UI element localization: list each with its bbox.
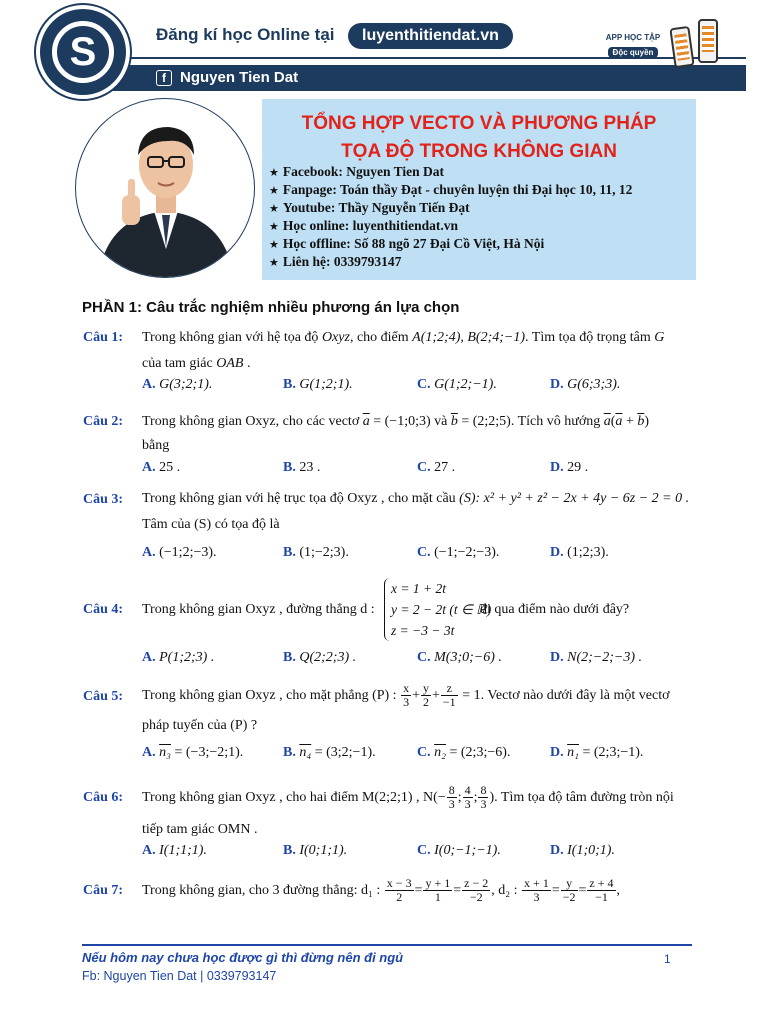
header-bar (58, 13, 746, 91)
option-a-text: G(3;2;1). (159, 377, 213, 392)
option-b[interactable]: B. I(0;1;1). (283, 843, 348, 858)
option-d-text: (1;2;3). (567, 545, 609, 560)
q5-text-a: Trong không gian Oxyz , cho mặt phẳng (P) : (142, 688, 397, 703)
fraction-numerator: 8 (448, 783, 455, 798)
option-a[interactable]: A. P(1;2;3) . (142, 650, 215, 665)
contact-text: Học online: luyenthitiendat.vn (282, 218, 459, 233)
fraction-denominator: 3 (464, 797, 471, 812)
option-a[interactable]: A. G(3;2;1). (142, 377, 213, 392)
q5-fraction-x (401, 682, 411, 709)
option-a[interactable]: A. 25 . (142, 460, 181, 475)
q2-vector-a: $\overline{a}$ (362, 414, 370, 429)
option-d-text: I(1;0;1). (567, 843, 615, 858)
fraction-denominator: 3 (480, 797, 487, 812)
option-c[interactable]: C. (−1;−2;−3). (417, 545, 500, 560)
contact-item (269, 253, 632, 271)
q1-text-d: của tam giác (142, 356, 213, 371)
q1-point-g: G (654, 330, 665, 345)
q7-text-a: Trong không gian, cho 3 đường thẳng: d₁ : (142, 883, 381, 898)
contact-text: Facebook: Nguyen Tien Dat (282, 164, 445, 179)
contact-text: Youtube: Thầy Nguyễn Tiến Đạt (282, 200, 470, 215)
q4-text-b: đi qua điểm nào dưới đây? (480, 602, 630, 617)
star-icon: ★ (269, 166, 279, 179)
q1-points: A(1;2;4), B(2;4;−1) (412, 330, 526, 345)
app-badge[interactable] (598, 33, 668, 60)
question-6-text: Trong không gian Oxyz , cho hai điểm M(2;2;1) , N(− $\frac{8}{3}$ ; $\frac{4}{3}$ ; $\frac{8}{3}$ ). Tìm tọa độ tâm đường tròn nội tiếp tam giác OMN . (142, 783, 674, 837)
facebook-name[interactable]: Nguyen Tien Dat (180, 69, 299, 86)
question-6-label: Câu 6: (83, 790, 124, 805)
q6-fraction-1 (447, 784, 457, 811)
fraction-numerator: x (403, 681, 410, 696)
question-5-label: Câu 5: (83, 689, 124, 704)
star-icon: ★ (269, 220, 279, 233)
q4-text-a: Trong không gian Oxyz , đường thẳng d : (142, 602, 375, 617)
question-4-options (142, 650, 702, 670)
fraction-denominator: −2 (562, 890, 576, 905)
phone-icon (698, 19, 718, 63)
fraction-numerator: z − 2 (464, 876, 489, 891)
contact-text: Fanpage: Toán thầy Đạt - chuyên luyện thi Đại học 10, 11, 12 (282, 182, 633, 197)
fraction-numerator: y (561, 877, 578, 891)
q2-vector-b: $\overline{b}$ (450, 414, 458, 429)
option-b-text: 23 . (299, 460, 321, 475)
option-d[interactable]: D. I(1;0;1). (550, 843, 615, 858)
fraction-numerator: x − 3 (386, 876, 412, 891)
brand-logo[interactable] (36, 5, 130, 99)
fraction-denominator: 3 (403, 695, 410, 710)
q1-text-a: Trong không gian với hệ tọa độ (142, 330, 319, 345)
option-c-text: 27 . (434, 460, 456, 475)
q2-text-a: Trong không gian Oxyz, cho các vectơ (142, 414, 360, 429)
option-a-vector: n₃ (159, 745, 171, 760)
q2-value-b: = (2;2;5). Tích vô hướng (457, 414, 604, 429)
question-6-options (142, 843, 702, 863)
contact-item (269, 163, 632, 181)
q2-vector-a3: $\overline{a}$ (615, 414, 623, 429)
option-c[interactable]: C. M(3;0;−6) . (417, 650, 502, 665)
q6-fraction-3 (478, 784, 488, 811)
register-text: Đăng kí học Online tại (156, 25, 335, 44)
q1-system: Oxyz (321, 330, 350, 345)
q1-text-c: . Tìm tọa độ trọng tâm (525, 330, 651, 345)
question-7-label: Câu 7: (83, 883, 124, 898)
fraction-numerator: 4 (464, 783, 471, 798)
option-c-text: (−1;−2;−3). (434, 545, 500, 560)
option-a[interactable]: A. I(1;1;1). (142, 843, 207, 858)
fraction-denominator: −1 (442, 695, 456, 710)
question-2-label: Câu 2: (83, 414, 124, 429)
q4-eq-x: x = 1 + 2t (391, 581, 446, 596)
question-3-options (142, 545, 702, 565)
question-1-label: Câu 1: (83, 330, 124, 345)
option-c-vector: n₂ (434, 745, 446, 760)
question-1-text: Trong không gian với hệ tọa độ Oxyz, cho điểm A(1;2;4), B(2;4;−1). Tìm tọa độ trọng tâm G của tam giác OAB . (142, 330, 665, 371)
q2-value-a: = (−1;0;3) và (369, 414, 451, 429)
option-d-text: N(2;−2;−3) . (567, 650, 643, 665)
q1-triangle: OAB (216, 356, 244, 371)
q7-mid: , d₂ : (491, 883, 518, 898)
page-number: 1 (664, 952, 671, 966)
option-b-text: (1;−2;3). (299, 545, 349, 560)
question-5-text: Trong không gian Oxyz , cho mặt phẳng (P) : $\frac{x}{3}$ + $\frac{y}{2}$ + $\frac{z}{-1}$ = 1. Vectơ nào dưới đây là một vectơ pháp tuyến của (P) ? (142, 681, 670, 733)
q3-text-a: Trong không gian với hệ trục tọa độ Oxyz , cho mặt cầu (142, 491, 456, 506)
fraction-numerator: z (441, 682, 458, 696)
option-d-text: 29 . (567, 460, 589, 475)
q1-text-b: , cho điểm (349, 330, 409, 345)
option-b[interactable]: B. G(1;2;1). (283, 377, 353, 392)
q2-paren-open: ( (610, 414, 616, 429)
q7-d1-fraction-3 (462, 877, 490, 904)
contact-text: Liên hệ: 0339793147 (282, 254, 402, 269)
option-d[interactable]: D. (1;2;3). (550, 545, 609, 560)
q6-text-a: Trong không gian Oxyz , cho hai điểm M(2;2;1) , N (142, 790, 434, 805)
q6-fraction-2 (463, 784, 473, 811)
fraction-denominator: 2 (396, 890, 403, 905)
question-2-text (142, 410, 702, 458)
q4-eq-z: z = −3 − 3t (391, 623, 455, 638)
q5-fraction-z (441, 682, 458, 709)
option-c-text: I(0;−1;−1). (434, 843, 501, 858)
doc-title-line1: TỔNG HỢP VECTO VÀ PHƯƠNG PHÁP (301, 113, 657, 134)
q6-text-c: tiếp tam giác OMN . (142, 822, 258, 837)
option-b-text: I(0;1;1). (299, 843, 348, 858)
contact-item (269, 199, 632, 217)
option-c[interactable]: C. 27 . (417, 460, 456, 475)
q5-text-b: = 1. Vectơ nào dưới đây là một vectơ (462, 688, 670, 703)
fraction-denominator: 3 (533, 890, 540, 905)
option-c[interactable]: C. n₂ = (2;3;−6). (417, 745, 511, 760)
star-icon: ★ (269, 256, 279, 269)
option-d[interactable]: D. 29 . (550, 460, 589, 475)
option-b[interactable]: B. 23 . (283, 460, 321, 475)
q2-text-end: bằng (142, 438, 170, 453)
star-icon: ★ (269, 202, 279, 215)
contact-item (269, 235, 632, 253)
option-b-text: Q(2;2;3) . (299, 650, 357, 665)
option-c-text: G(1;2;−1). (434, 377, 497, 392)
option-d-text: G(6;3;3). (567, 377, 621, 392)
star-icon: ★ (269, 184, 279, 197)
option-b[interactable]: B. (1;−2;3). (283, 545, 349, 560)
option-d-text: = (2;3;−1). (579, 745, 644, 760)
question-2-options (142, 460, 702, 480)
fraction-denominator: 3 (448, 797, 455, 812)
contact-item (269, 217, 632, 235)
website-link[interactable]: luyenthitiendat.vn (348, 23, 513, 49)
option-a-text: I(1;1;1). (159, 843, 207, 858)
option-b-vector: n₄ (299, 745, 312, 760)
q2-paren-close: ) (644, 414, 649, 429)
q6-text-b: . Tìm tọa độ tâm đường tròn nội (494, 790, 674, 805)
option-d-vector: n₁ (567, 745, 579, 760)
option-b[interactable]: B. Q(2;2;3) . (283, 650, 357, 665)
question-3-label: Câu 3: (83, 492, 124, 507)
fraction-numerator: x + 1 (524, 876, 549, 891)
footer-slogan: Nếu hôm nay chưa học được gì thì đừng nên đi ngủ (82, 950, 404, 965)
section-title: PHẦN 1: Câu trắc nghiệm nhiều phương án lựa chọn (82, 299, 460, 316)
q2-plus: + (622, 414, 638, 429)
q5-text-c: pháp tuyến của (P) ? (142, 718, 258, 733)
option-c[interactable]: C. G(1;2;−1). (417, 377, 497, 392)
option-a-text: 25 . (159, 460, 181, 475)
logo-letter: S (52, 21, 114, 83)
option-a-text: P(1;2;3) . (159, 650, 215, 665)
q7-d1-fraction-1 (385, 877, 414, 904)
fraction-denominator: 2 (422, 695, 429, 710)
option-d[interactable]: D. N(2;−2;−3) . (550, 650, 643, 665)
question-5-options (142, 745, 702, 765)
star-icon: ★ (269, 238, 279, 251)
doc-title-line2: TỌA ĐỘ TRONG KHÔNG GIAN (341, 141, 617, 162)
q4-eq-y: y = 2 − 2t (t ∈ ℝ) (391, 602, 492, 617)
q2-vector-b2: $\overline{b}$ (637, 414, 645, 429)
question-3-text (142, 486, 702, 538)
q5-fraction-y (421, 682, 431, 709)
option-a[interactable]: A. n₃ = (−3;−2;1). (142, 745, 244, 760)
app-badge-title: APP HỌC TẬP (605, 33, 661, 42)
option-a-text: (−1;2;−3). (159, 545, 217, 560)
contact-item (269, 181, 632, 199)
fraction-numerator: y + 1 (425, 876, 451, 891)
option-d[interactable]: D. n₁ = (2;3;−1). (550, 745, 644, 760)
contact-text: Học offline: Số 88 ngõ 27 Đại Cồ Việt, Hà Nội (282, 236, 545, 251)
fraction-denominator: −1 (595, 890, 608, 905)
fraction-numerator: z + 4 (589, 876, 614, 891)
teacher-portrait (75, 98, 255, 278)
q7-d2-fraction-1 (522, 877, 551, 904)
option-c-text: = (2;3;−6). (446, 745, 511, 760)
option-b-text: = (3;2;−1). (311, 745, 376, 760)
contact-list (269, 163, 632, 271)
fraction-numerator: 8 (480, 783, 487, 798)
footer-contact: Fb: Nguyen Tien Dat | 0339793147 (82, 969, 277, 983)
option-b[interactable]: B. n₄ = (3;2;−1). (283, 745, 376, 760)
fraction-denominator: 1 (434, 890, 441, 905)
question-7-text: Trong không gian, cho 3 đường thẳng: d₁ : $\frac{x - 3}{2}$ = $\frac{y + 1}{1}$ = $\frac{z - 2}{-2}$ , d₂ : $\frac{x + 1}{3}$ = $\frac{y}{-2}$ = $\frac{z + 4}{-1}$ , (142, 876, 621, 905)
question-1-options (142, 377, 702, 397)
q7-d2-fraction-3 (587, 877, 615, 904)
q2-vector-a2: $\overline{a}$ (603, 414, 611, 429)
option-d[interactable]: D. G(6;3;3). (550, 377, 621, 392)
fraction-denominator: −2 (469, 890, 483, 905)
option-c-text: M(3;0;−6) . (434, 650, 502, 665)
q3-equation: (S): x² + y² + z² − 2x + 4y − 6z − 2 = 0 . (459, 491, 690, 506)
fraction-numerator: y (422, 681, 429, 696)
q3-text-b: Tâm của (S) có tọa độ là (142, 517, 280, 532)
q7-d2-fraction-2 (561, 877, 578, 904)
q7-d1-fraction-2 (423, 877, 452, 904)
option-a-text: = (−3;−2;1). (171, 745, 244, 760)
info-box (262, 99, 696, 280)
q4-line-system (384, 578, 491, 641)
question-4-label: Câu 4: (83, 602, 124, 617)
option-a[interactable]: A. (−1;2;−3). (142, 545, 217, 560)
footer-divider (82, 944, 692, 946)
facebook-icon: f (156, 70, 172, 86)
app-badge-subtitle: Độc quyền (608, 47, 659, 58)
option-b-text: G(1;2;1). (299, 377, 353, 392)
option-c[interactable]: C. I(0;−1;−1). (417, 843, 501, 858)
